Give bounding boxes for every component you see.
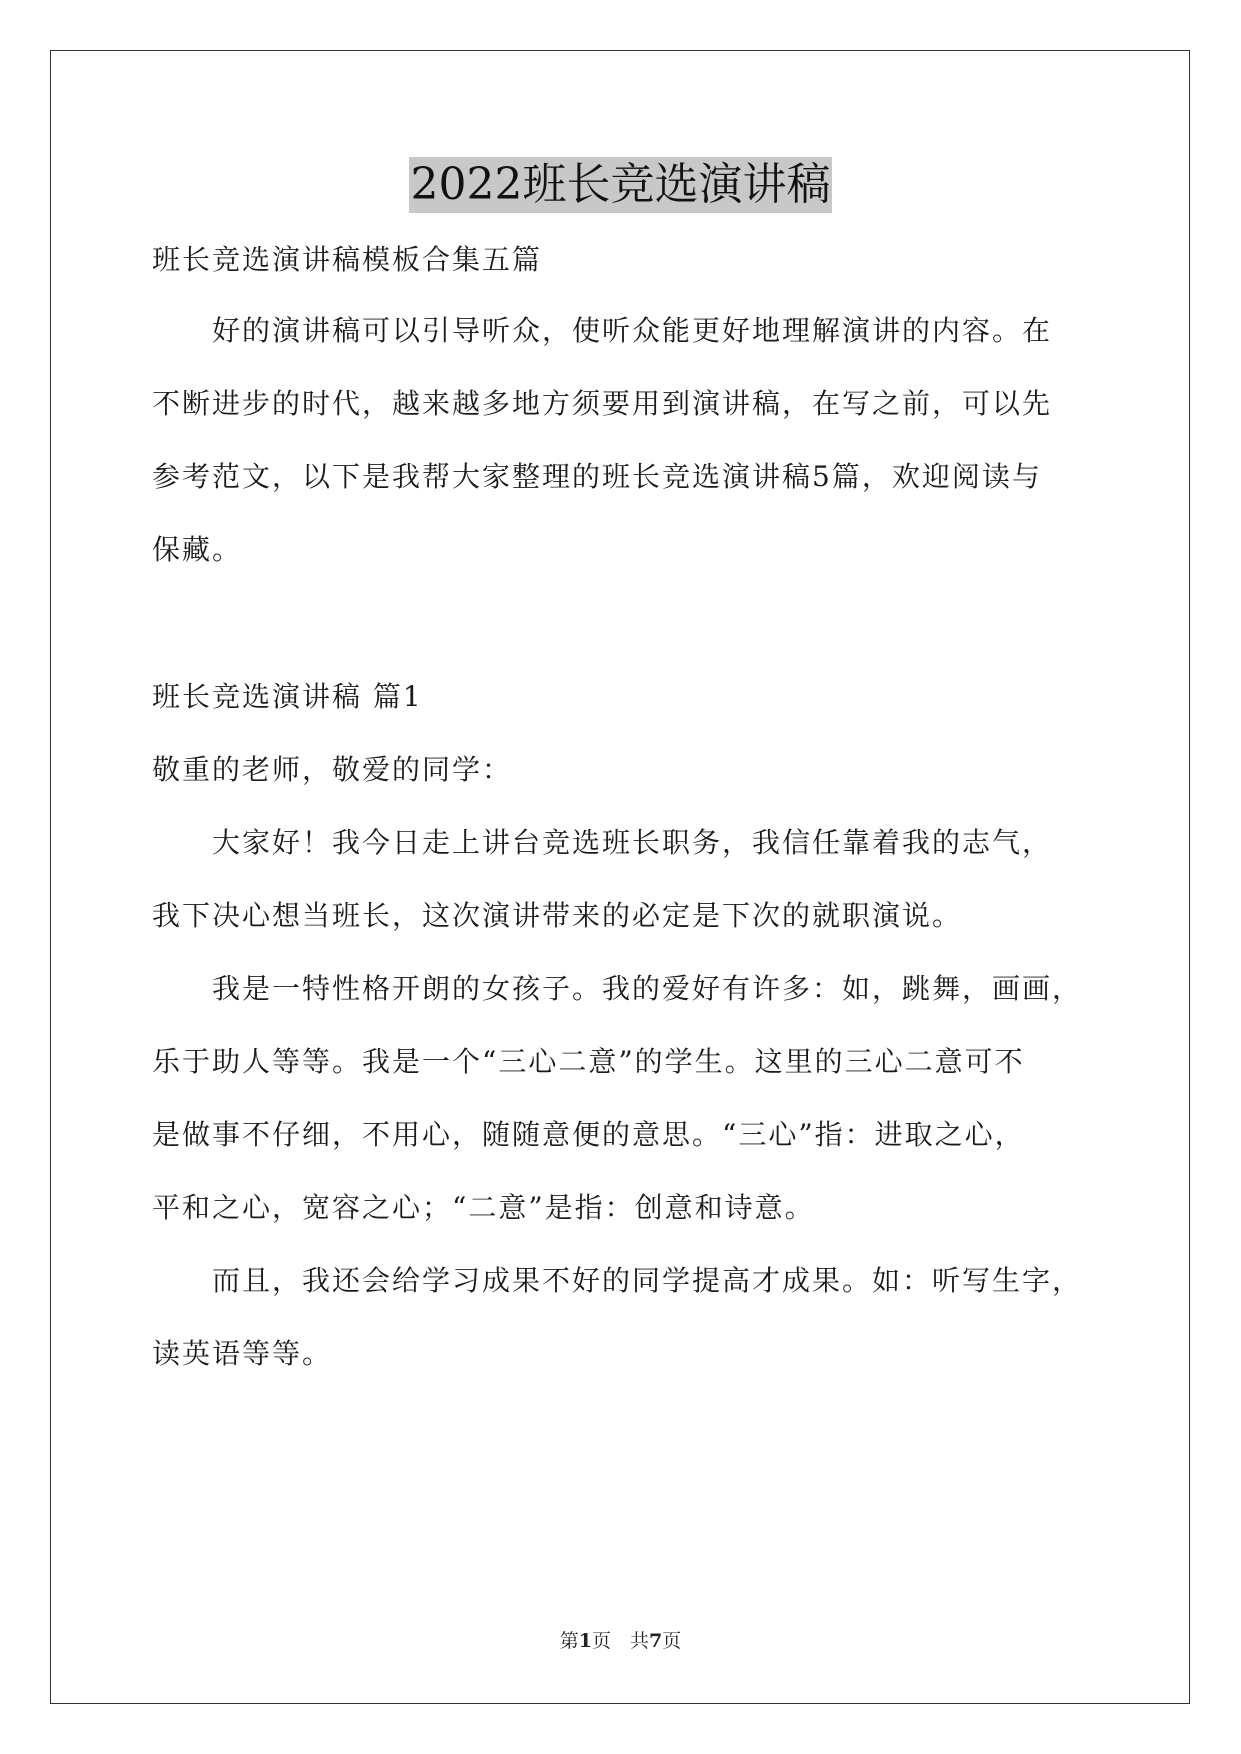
page-total: 7 (649, 1630, 663, 1652)
page-border (50, 50, 1190, 1704)
salutation: 敬重的老师，敬爱的同学： (152, 753, 513, 786)
paragraph-line: 大家好！我今日走上讲台竞选班长职务，我信任靠着我的志气， (212, 826, 1053, 859)
page-mid: 页 共 (591, 1630, 649, 1652)
paragraph-line: 乐于助人等等。我是一个“三心二意”的学生。这里的三心二意可不 (152, 1045, 1025, 1078)
paragraph-line: 是做事不仔细，不用心，随随意便的意思。“三心”指：进取之心， (152, 1118, 1025, 1151)
paragraph-line: 读英语等等。 (152, 1337, 333, 1370)
section-heading: 班长竞选演讲稿 篇1 (152, 680, 423, 713)
page-footer (0, 1626, 1241, 1653)
paragraph-line: 不断进步的时代，越来越多地方须要用到演讲稿，在写之前，可以先 (152, 387, 1053, 420)
page-current: 1 (578, 1630, 592, 1652)
page-suffix: 页 (662, 1630, 682, 1652)
paragraph-line: 我是一特性格开朗的女孩子。我的爱好有许多：如，跳舞，画画， (212, 972, 1083, 1005)
paragraph-line: 平和之心，宽容之心；“二意”是指：创意和诗意。 (152, 1191, 815, 1224)
document-title: 2022班长竞选演讲稿 (409, 157, 833, 213)
paragraph-line: 我下决心想当班长，这次演讲带来的必定是下次的就职演说。 (152, 899, 963, 932)
page-prefix: 第 (559, 1630, 579, 1652)
paragraph-line: 参考范文，以下是我帮大家整理的班长竞选演讲稿5篇，欢迎阅读与 (152, 460, 1042, 493)
paragraph-line: 好的演讲稿可以引导听众，使听众能更好地理解演讲的内容。在 (212, 314, 1053, 347)
subtitle: 班长竞选演讲稿模板合集五篇 (152, 243, 543, 276)
paragraph-line: 保藏。 (152, 533, 243, 566)
title-wrap (0, 157, 1241, 213)
paragraph-line: 而且，我还会给学习成果不好的同学提高才成果。如：听写生字， (212, 1264, 1083, 1297)
